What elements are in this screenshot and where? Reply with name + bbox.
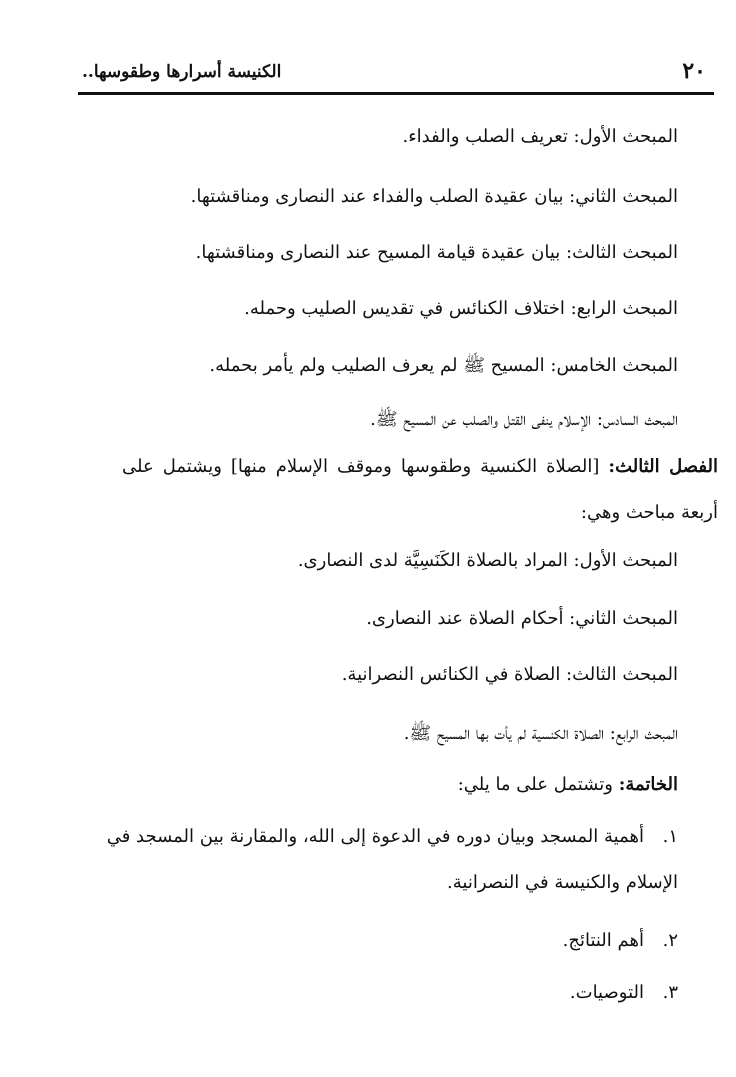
- list-item: المبحث الرابع: الصلاة الكنسية لم يأت بها المسيح ﷺ.: [403, 723, 678, 744]
- chapter-text: [الصلاة الكنسية وطقوسها وموقف الإسلام منها] ويشتمل على أربعة مباحث وهي:: [122, 456, 718, 523]
- item-text: التوصيات.: [569, 982, 644, 1003]
- running-title: الكنيسة أسرارها وطقوسها..: [82, 62, 282, 82]
- list-item: المبحث الثاني: أحكام الصلاة عند النصارى.: [366, 608, 678, 629]
- list-item: المبحث السادس: الإسلام ينفى القتل والصلب عن المسيح ﷺ.: [370, 409, 678, 430]
- list-item: المبحث الثالث: الصلاة في الكنائس النصرانية.: [341, 664, 678, 685]
- list-item: المبحث الأول: المراد بالصلاة الكَنَسِيَّة لدى النصارى.: [297, 550, 678, 571]
- list-item: المبحث الرابع: اختلاف الكنائس في تقديس الصليب وحمله.: [244, 298, 678, 319]
- numbered-item: [82, 918, 678, 964]
- item-number: ١.: [662, 826, 678, 847]
- item-number: ٣.: [662, 982, 678, 1003]
- chapter-heading: [122, 444, 718, 536]
- list-item: المبحث الأول: تعريف الصلب والفداء.: [402, 126, 678, 147]
- conclusion-label: الخاتمة:: [618, 774, 678, 795]
- list-item: المبحث الثالث: بيان عقيدة قيامة المسيح عند النصارى ومناقشتها.: [195, 242, 678, 263]
- conclusion-text: وتشتمل على ما يلي:: [457, 774, 613, 795]
- item-text: أهمية المسجد وبيان دوره في الدعوة إلى الله، والمقارنة بين المسجد في الإسلام والكنيسة في النصرانية.: [106, 826, 678, 893]
- list-item: المبحث الثاني: بيان عقيدة الصلب والفداء عند النصارى ومناقشتها.: [190, 186, 678, 207]
- item-text: أهم النتائج.: [562, 930, 644, 951]
- list-item: المبحث الخامس: المسيح ﷺ لم يعرف الصليب ولم يأمر بحمله.: [209, 355, 678, 376]
- numbered-item: [82, 814, 718, 906]
- conclusion-heading: [458, 774, 678, 795]
- page-header: [78, 52, 714, 95]
- item-number: ٢.: [662, 930, 678, 951]
- numbered-item: [82, 970, 678, 1016]
- page-number: ٢٠: [682, 58, 706, 84]
- chapter-label: الفصل الثالث:: [608, 456, 718, 477]
